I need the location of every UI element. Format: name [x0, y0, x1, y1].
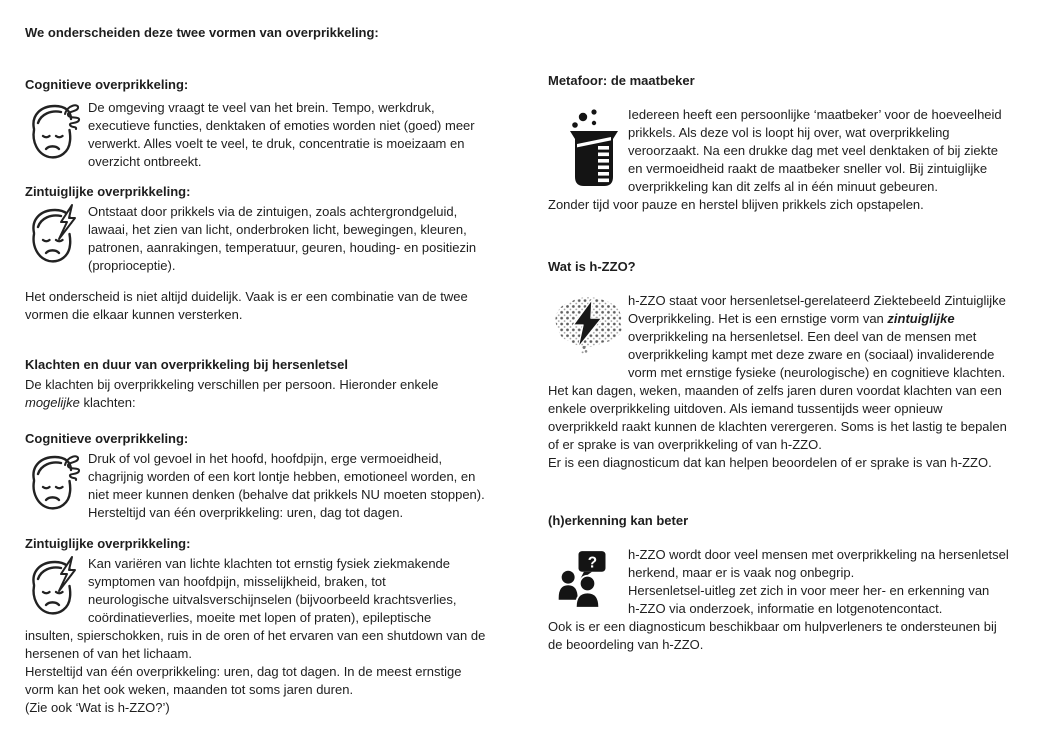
text-run: klachten: — [79, 395, 136, 410]
section-heading: Cognitieve overprikkeling: — [25, 77, 189, 92]
text-line: (proprioceptie). — [88, 258, 176, 273]
section-heading: Cognitieve overprikkeling: — [25, 431, 189, 446]
section-body — [25, 203, 531, 275]
text-run: zintuiglijke — [887, 311, 955, 326]
text-line: Hersenletsel-uitleg zet zich in voor meer her- en erkenning van — [628, 583, 990, 598]
section-heading: Wat is h-ZZO? — [548, 259, 636, 274]
section-heading: Zintuiglijke overprikkeling: — [25, 184, 191, 199]
head-scribble-icon — [25, 450, 88, 516]
text-line: overzicht ontbreekt. — [88, 154, 202, 169]
section-body — [25, 99, 531, 171]
text-line: (Zie ook ‘Wat is h-ZZO?’) — [25, 700, 170, 715]
section-body — [548, 106, 1024, 214]
text-line: Het kan dagen, weken, maanden of zelfs jaren duren voordat klachten van een — [548, 383, 1002, 398]
text-line: vorm kan het ook weken, maanden tot soms jaren duren. — [25, 682, 354, 697]
text-line: veroorzaakt. Na een drukke dag met veel denktaken of bij ziekte — [628, 143, 998, 158]
text-line: Ontstaat door prikkels via de zintuigen, zoals achtergrondgeluid, — [88, 204, 458, 219]
section — [25, 288, 531, 324]
section-heading: Klachten en duur van overprikkeling bij hersenletsel — [25, 357, 348, 372]
head-lightning-icon — [25, 203, 88, 269]
text-line: neurologische uitvalsverschijnselen (bijvoorbeeld krachtsverlies, — [88, 592, 457, 607]
text-line: overprikkeling kan dit zelfs al in één minuut gebeuren. — [628, 179, 939, 194]
section-heading: Zintuiglijke overprikkeling: — [25, 536, 191, 551]
section — [548, 512, 1024, 654]
text-line: executieve functies, denktaken of emoties worden niet (goed) meer — [88, 118, 475, 133]
text-line: coördinatieverlies, moeite met lopen of praten), epileptische — [88, 610, 432, 625]
text-line: niet meer kunnen denken (behalve dat prikkels NU moeten stoppen). — [88, 487, 485, 502]
text-run: mogelijke — [25, 395, 80, 410]
section — [25, 430, 531, 522]
text-line: verwerkt. Alles voelt te veel, te druk, concentratie is moeizaam en — [88, 136, 465, 151]
right-column — [548, 24, 1024, 733]
text-line: Iedereen heeft een persoonlijke ‘maatbeker’ voor de hoeveelheid — [628, 107, 1002, 122]
text-line: vorm met ernstige fysieke (neurologische) en cognitieve klachten. — [628, 365, 1006, 380]
text-line: Er is een diagnosticum dat kan helpen beoordelen of er sprake is van h-ZZO. — [548, 455, 992, 470]
section — [25, 356, 531, 412]
section — [25, 183, 531, 275]
people-question-icon — [548, 546, 628, 612]
text-line: patronen, aanrakingen, temperatuur, geuren, houding- en positiezin — [88, 240, 477, 255]
head-scribble-icon — [25, 99, 88, 165]
beaker-icon — [548, 106, 628, 190]
head-lightning-icon — [25, 555, 88, 621]
text-line: en vermoeidheid raakt de maatbeker sneller vol. Bij zintuiglijke — [628, 161, 988, 176]
left-column — [25, 24, 531, 733]
section-body — [25, 555, 531, 717]
text-line: overprikkeling kampt met deze zware en (sociaal) invaliderende — [628, 347, 995, 362]
section — [25, 535, 531, 717]
text-line: symptomen van hoofdpijn, misselijkheid, braken, tot — [88, 574, 386, 589]
text-line: hersenen of van het lichaam. — [25, 646, 192, 661]
text-line: Hersteltijd van één overprikkeling: uren, dag tot dagen. In de meest ernstige — [25, 664, 462, 679]
section — [548, 258, 1024, 472]
section-body — [548, 292, 1024, 472]
brain-lightning-icon — [548, 292, 628, 376]
text-line: De klachten bij overprikkeling verschillen per persoon. Hieronder enkele — [25, 377, 439, 392]
section-heading: We onderscheiden deze twee vormen van overprikkeling: — [25, 25, 379, 40]
text-line: chagrijnig worden of een kort lontje hebben, emotioneel worden, en — [88, 469, 476, 484]
text-line: h-ZZO staat voor hersenletsel-gerelateerd Ziektebeeld Zintuiglijke — [628, 293, 1006, 308]
text-line: De omgeving vraagt te veel van het brein. Tempo, werkdruk, — [88, 100, 435, 115]
text-line: overprikkeling na hersenletsel. Een deel van de mensen met — [628, 329, 977, 344]
text-line: h-ZZO wordt door veel mensen met overprikkeling na hersenletsel — [628, 547, 1009, 562]
text-line: Zonder tijd voor pauze en herstel blijven prikkels zich opstapelen. — [548, 197, 924, 212]
text-line: Hersteltijd van één overprikkeling: uren, dag tot dagen. — [88, 505, 404, 520]
text-line: prikkels. Als deze vol is loopt hij over, wat overprikkeling — [628, 125, 950, 140]
text-line: Druk of vol gevoel in het hoofd, hoofdpijn, erge vermoeidheid, — [88, 451, 443, 466]
text-line — [25, 394, 531, 412]
text-line: h-ZZO via onderzoek, informatie en lotgenotencontact. — [628, 601, 943, 616]
section-body — [25, 376, 531, 412]
section — [548, 72, 1024, 214]
text-line: of er sprake is van overprikkeling of van h-ZZO. — [548, 437, 822, 452]
text-line: Ook is er een diagnosticum beschikbaar om hulpverleners te ondersteunen bij — [548, 619, 997, 634]
text-line: Kan variëren van lichte klachten tot ernstig fysiek ziekmakende — [88, 556, 451, 571]
text-line: insulten, spierschokken, ruis in de oren of het ervaren van een shutdown van de — [25, 628, 486, 643]
text-line: herkend, maar er is vaak nog onbegrip. — [628, 565, 855, 580]
section-body — [25, 450, 531, 522]
text-run: Overprikkeling. Het is een ernstige vorm van — [628, 311, 888, 326]
section-body — [548, 546, 1024, 654]
text-line: Het onderscheid is niet altijd duidelijk. Vaak is er een combinatie van de twee — [25, 289, 468, 304]
text-line: vormen die elkaar kunnen versterken. — [25, 307, 243, 322]
text-line: enkele overprikkeling uitdoven. Als iemand tussentijds weer opnieuw — [548, 401, 943, 416]
section-body — [25, 288, 531, 324]
text-line: lawaai, het zien van licht, onderbroken licht, bewegingen, kleuren, — [88, 222, 467, 237]
svg-text:?: ? — [587, 554, 598, 572]
text-line: de beoordeling van h-ZZO. — [548, 637, 704, 652]
section — [25, 76, 531, 171]
text-line: overprikkeld raakt kunnen de klachten verergeren. Soms is het lastig te bepalen — [548, 419, 1007, 434]
section — [25, 24, 531, 42]
section-heading: (h)erkenning kan beter — [548, 513, 689, 528]
section-heading: Metafoor: de maatbeker — [548, 73, 695, 88]
